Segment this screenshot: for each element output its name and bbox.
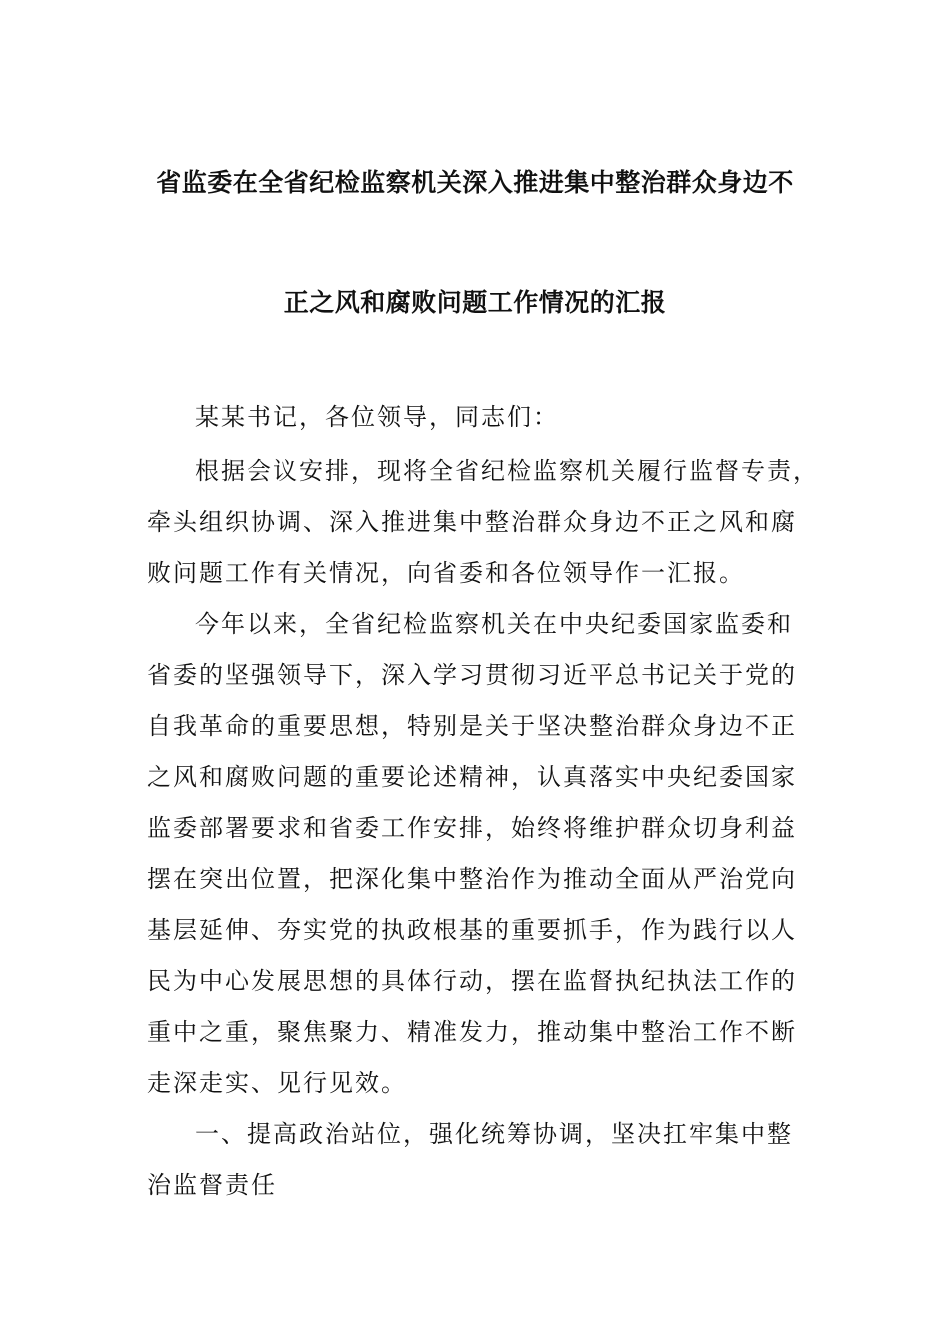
paragraph-line: 省委的坚强领导下，深入学习贯彻习近平总书记关于党的 xyxy=(147,661,797,689)
paragraph-line: 基层延伸、夯实党的执政根基的重要抓手，作为践行以人 xyxy=(147,916,797,944)
section-heading-line: 一、提高政治站位，强化统筹协调，坚决扛牢集中整 xyxy=(195,1120,793,1148)
paragraph-line: 之风和腐败问题的重要论述精神，认真落实中央纪委国家 xyxy=(147,763,797,791)
document-title-line-1: 省监委在全省纪检监察机关深入推进集中整治群众身边不 xyxy=(156,168,794,197)
document-title-line-2: 正之风和腐败问题工作情况的汇报 xyxy=(283,288,667,317)
paragraph-line: 今年以来，全省纪检监察机关在中央纪委国家监委和 xyxy=(195,610,793,638)
paragraph-line: 牵头组织协调、深入推进集中整治群众身边不正之风和腐 xyxy=(147,508,797,536)
section-heading-line: 治监督责任 xyxy=(147,1171,277,1199)
paragraph-line: 民为中心发展思想的具体行动，摆在监督执纪执法工作的 xyxy=(147,967,797,995)
paragraph-line: 监委部署要求和省委工作安排，始终将维护群众切身利益 xyxy=(147,814,797,842)
paragraph-line: 根据会议安排，现将全省纪检监察机关履行监督专责， xyxy=(195,457,819,485)
salutation: 某某书记，各位领导，同志们： xyxy=(195,403,559,431)
paragraph-line: 败问题工作有关情况，向省委和各位领导作一汇报。 xyxy=(147,559,745,587)
paragraph-line: 摆在突出位置，把深化集中整治作为推动全面从严治党向 xyxy=(147,865,797,893)
paragraph-line: 自我革命的重要思想，特别是关于坚决整治群众身边不正 xyxy=(147,712,797,740)
paragraph-line: 走深走实、见行见效。 xyxy=(147,1069,407,1097)
paragraph-line: 重中之重，聚焦聚力、精准发力，推动集中整治工作不断 xyxy=(147,1018,797,1046)
